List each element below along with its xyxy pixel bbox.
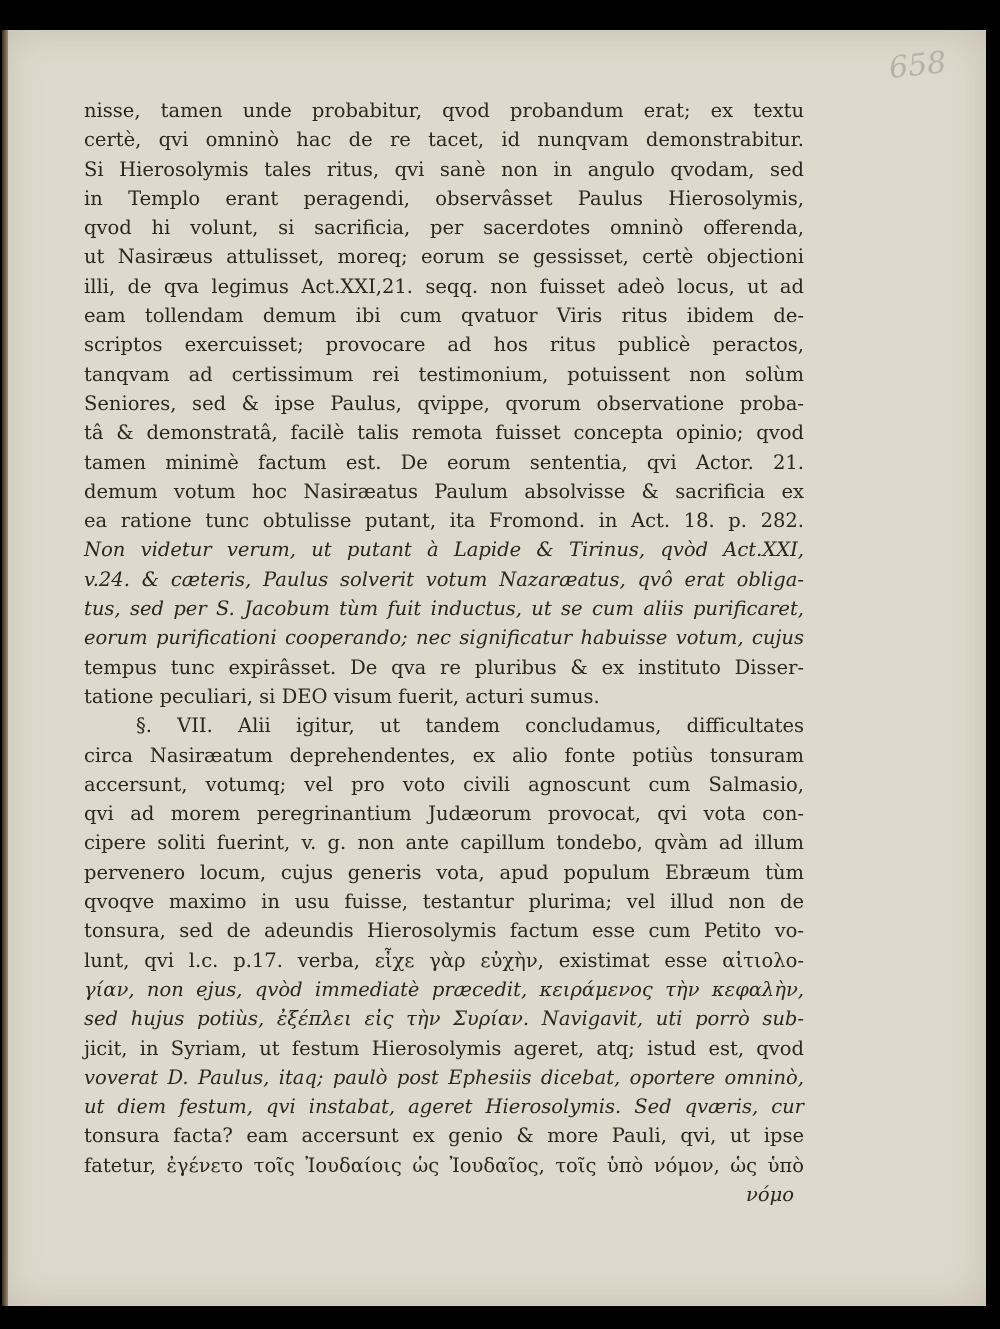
text-line: Non videtur verum, ut putant à Lapide & Tirinus, qvòd Act.XXI, bbox=[84, 538, 804, 562]
text-line: sed hujus potiùs, ἐξέπλει εἰς τὴν Συρίαν. Navigavit, uti porrò sub- bbox=[84, 1007, 804, 1031]
text-line: accersunt, votumq; vel pro voto civili agnoscunt cum Salmasio, bbox=[84, 772, 804, 796]
text-line: Si Hierosolymis tales ritus, qvi sanè non in angulo qvodam, sed bbox=[84, 157, 804, 181]
text-line: eam tollendam demum ibi cum qvatuor Viris ritus ibidem de- bbox=[84, 304, 804, 328]
text-line: fatetur, ἐγένετο τοῖς Ἰουδαίοις ὡς Ἰουδαῖος, τοῖς ὑπὸ νόμον, ὡς ὑπὸ bbox=[84, 1153, 804, 1177]
text-line: νόμο bbox=[745, 1182, 794, 1206]
text-line: scriptos exercuisset; provocare ad hos ritus publicè peractos, bbox=[84, 333, 804, 357]
text-line: tempus tunc expirâsset. De qva re pluribus & ex instituto Disser- bbox=[84, 655, 804, 679]
text-line: demum votum hoc Nasiræatus Paulum absolvisse & sacrificia ex bbox=[84, 479, 804, 503]
text-line: Seniores, sed & ipse Paulus, qvippe, qvorum observatione proba- bbox=[84, 391, 804, 415]
text-line: qvi ad morem peregrinantium Judæorum provocat, qvi vota con- bbox=[84, 802, 804, 826]
text-line: tatione peculiari, si DEO visum fuerit, acturi sumus. bbox=[84, 684, 600, 708]
text-line: v.24. & cæteris, Paulus solverit votum Nazaræatus, qvô erat obliga- bbox=[84, 567, 804, 591]
text-line: qvod hi volunt, si sacrificia, per sacerdotes omninò offerenda, bbox=[84, 216, 804, 240]
document-page bbox=[2, 30, 986, 1306]
body-text bbox=[84, 96, 804, 1209]
text-line: tâ & demonstratâ, facilè talis remota fuisset concepta opinio; qvod bbox=[84, 421, 804, 445]
text-line: tamen minimè factum est. De eorum sententia, qvi Actor. 21. bbox=[84, 450, 804, 474]
text-line: §. VII. Alii igitur, ut tandem concludamus, difficultates bbox=[136, 714, 804, 738]
text-line: certè, qvi omninò hac de re tacet, id nunqvam demonstrabitur. bbox=[84, 128, 804, 152]
text-line: voverat D. Paulus, itaq; paulò post Ephesiis dicebat, oportere omninò, bbox=[84, 1065, 804, 1089]
text-line: lunt, qvi l.c. p.17. verba, εἶχε γὰρ εὐχὴν, existimat esse αἰτιολο- bbox=[84, 948, 804, 972]
text-line: pervenero locum, cujus generis vota, apud populum Ebræum tùm bbox=[84, 860, 804, 884]
text-line: circa Nasiræatum deprehendentes, ex alio fonte potiùs tonsuram bbox=[84, 743, 804, 767]
text-line: cipere soliti fuerint, v. g. non ante capillum tondebo, qvàm ad illum bbox=[84, 831, 804, 855]
text-line: illi, de qva legimus Act.XXI,21. seqq. non fuisset adeò locus, ut ad bbox=[84, 274, 804, 298]
text-line: ut Nasiræus attulisset, moreq; eorum se gessisset, certè objectioni bbox=[84, 245, 804, 269]
text-line: tanqvam ad certissimum rei testimonium, potuissent non solùm bbox=[84, 362, 804, 386]
text-line: tonsura facta? eam accersunt ex genio & more Pauli, qvi, ut ipse bbox=[84, 1124, 804, 1148]
text-line: tonsura, sed de adeundis Hierosolymis factum esse cum Petito vo- bbox=[84, 919, 804, 943]
corner-page-mark: 658 bbox=[887, 45, 948, 86]
text-line: nisse, tamen unde probabitur, qvod probandum erat; ex textu bbox=[84, 99, 804, 122]
text-line: jicit, in Syriam, ut festum Hierosolymis ageret, atq; istud est, qvod bbox=[84, 1036, 804, 1060]
text-line: ea ratione tunc obtulisse putant, ita Fromond. in Act. 18. p. 282. bbox=[84, 509, 804, 533]
text-line: eorum purificationi cooperando; nec significatur habuisse votum, cujus bbox=[84, 626, 804, 650]
page-edge bbox=[2, 30, 8, 1306]
text-line: γίαν, non ejus, qvòd immediatè præcedit, κειράμενος τὴν κεφαλὴν, bbox=[84, 977, 804, 1001]
text-line: tus, sed per S. Jacobum tùm fuit inductus, ut se cum aliis purificaret, bbox=[84, 597, 804, 621]
text-line: ut diem festum, qvi instabat, ageret Hierosolymis. Sed qværis, cur bbox=[84, 1095, 804, 1119]
text-line: in Templo erant peragendi, observâsset Paulus Hierosolymis, bbox=[84, 186, 804, 210]
text-line: qvoqve maximo in usu fuisse, testantur plurima; vel illud non de bbox=[84, 890, 804, 914]
